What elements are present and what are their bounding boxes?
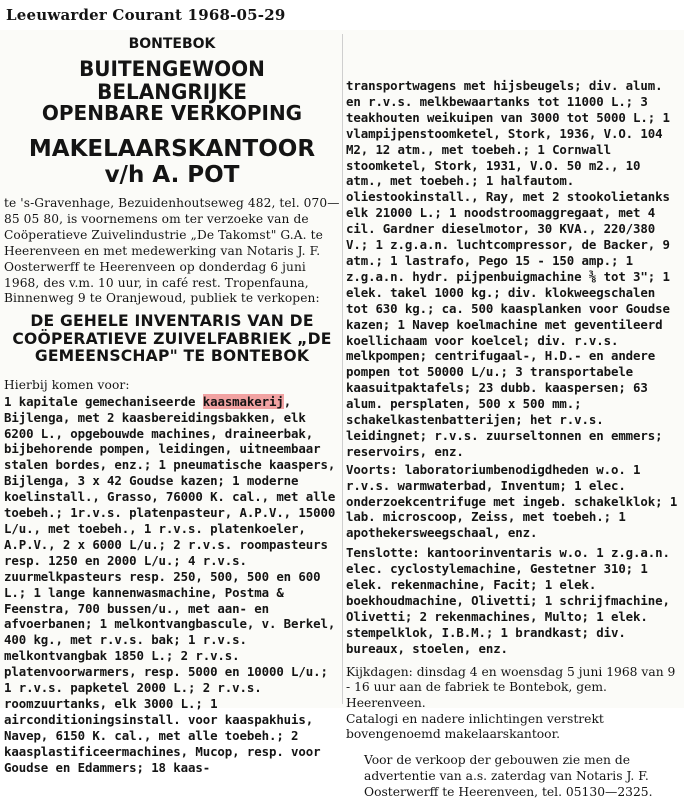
lab-paragraph: Voorts: laboratoriumbenodigdheden w.o. 1 r.v.s. warmwaterbad, Inventum; 1 elec. onderzoekcentrifuge met ingeb. schakelklok; 1 lab. microscoop, Zeiss, met toebeh.; 1 apothekersweegschaal, enz.: [346, 461, 678, 541]
intro-paragraph: te 's-Gravenhage, Bezuidenhoutseweg 482, tel. 070—85 05 80, is voornemens om ter verzoeke van de Coöperatieve Zuivelindustrie „De Takomst" G.A. te Heerenveen en met medewerking van Notaris J. F. Oosterwerff te Heerenveen op donderdag 6 juni 1968, des v.m. 10 uur, in café rest. Tropenfauna, Binnenweg 9 te Oranjewoud, publiek te verkopen:: [4, 196, 340, 306]
items-list: [4, 394, 340, 776]
place-caption: BONTEBOK: [128, 36, 216, 52]
column-divider: [342, 34, 343, 704]
headline-line-2: OPENBARE VERKOPING: [41, 101, 303, 125]
highlighted-term: kaasmakerij: [202, 393, 284, 409]
items-post: , Bijlenga, met 2 kaasbereidingsbakken, elk 6200 L., opgebouwde machines, draineerbak, bijbehorende pompen, leidingen, uitneembaar stalen bordes, enz.; 1 pneumatische kaaspers, Bijlenga, 3 x 42 Goudse kazen; 1 moderne koelinstall., Grasso, 76000 K. cal., met alle toebeh.; 1r.v.s. platenpasteur, A.P.V., 15000 L/u., met toebeh., 1 r.v.s. platenkoeler, A.P.V., 2 x 6000 L/u.; 2 r.v.s. roompasteurs resp. 1250 en 2000 L/u.; 4 r.v.s. zuurmelkpasteurs resp. 250, 500, 500 en 600 L.; 1 lange kannenwasmachine, Postma & Feenstra, 700 bussen/u., met aan- en afvoerbanen; 1 melkontvangbascule, v. Berkel, 400 kg., met r.v.s. bak; 1 r.v.s. melkontvangbak 1850 L.; 2 r.v.s. platenvoorwarmers, resp. 5000 en 10000 L/u.; 1 r.v.s. papketel 2000 L.; 2 r.v.s. roomzuurtanks, elk 3000 L.; 1 airconditioningsinstall. voor kaaspakhuis, Navep, 6150 K. cal., met alle toebeh.; 2 kaasplastificeermachines, Mucop, resp. voor Goudse en Edammers; 18 kaas-: [4, 393, 336, 775]
catalogue-info: Catalogi en nadere inlichtingen verstrekt bovengenoemd makelaarskantoor.: [346, 711, 604, 742]
inventory-title: DE GEHELE INVENTARIS VAN DE COÖPERATIEVE ZUIVELFABRIEK „DE GEMEENSCHAP" TE BONTEBOK: [12, 312, 332, 366]
left-column: [4, 34, 340, 776]
office-name: MAKELAARSKANTOOR: [28, 136, 316, 162]
buildings-note: Voor de verkoop der gebouwen zie men de advertentie van a.s. zaterdag van Notaris J. F. Oosterwerff te Heerenveen, tel. 05130—2325.: [364, 753, 653, 799]
viewing-days: Kijkdagen: dinsdag 4 en woensdag 5 juni 1968 van 9 - 16 uur aan de fabriek te Bontebok, gem. Heerenveen.: [346, 664, 676, 711]
items-pre: 1 kapitale gemechaniseerde: [4, 393, 196, 409]
office-subname: v/h A. POT: [104, 162, 240, 188]
right-column: [346, 78, 678, 800]
items-continued: transportwagens met hijsbeugels; div. alum. en r.v.s. melkbewaartanks tot 11000 L.; 3 teakhouten weikuipen van 3000 tot 5000 L.; 1 vlampijpenstoomketel, Stork, 1936, V.O. 104 M2, 12 atm., met toebeh.; 1 Cornwall stoomketel, Stork, 1931, V.O. 50 m2., 10 atm., met toebeh.; 1 halfautom. oliestookinstall., Ray, met 2 stookolietanks elk 21000 L.; 1 noodstroomaggregaat, met 4 cil. Gardner dieselmotor, 30 KVA., 220/380 V.; 1 z.g.a.n. luchtcompressor, de Backer, 9 atm.; 1 lastrafo, Pego 15 - 150 amp.; 1 z.g.a.n. hydr. pijpenbuigmachine ⅜ tot 3"; 1 elek. takel 1000 kg.; div. klokweegschalen tot 630 kg.; ca. 500 kaasplanken voor Goudse kazen; 1 Navep koelmachine met geventileerd koellichaam voor koelcel; div. r.v.s. melkpompen; centrifugaal-, H.D.- en andere pompen tot 50000 L/u.; 3 transportabele kaasuitpaktafels; 23 dubb. kaaspersen; 63 alum. persplaten, 500 x 500 mm.; schakelkastenbatterijen; het r.v.s. leidingnet; r.v.s. zuurseltonnen en emmers; reservoirs, enz.: [346, 78, 670, 459]
items-lead: Hierbij komen voor:: [4, 377, 130, 392]
office-paragraph: Tenslotte: kantoorinventaris w.o. 1 z.g.a.n. elec. cyclostylemachine, Gestetner 310; 1 elek. rekenmachine, Facit; 1 elek. boekhoudmachine, Olivetti; 1 schrijfmachine, Olivetti; 2 rekenmachines, Multo; 1 elek. stempelklok, I.B.M.; 1 brandkast; div. bureaux, stoelen, enz.: [346, 545, 670, 656]
newspaper-header: Leeuwarder Courant 1968-05-29: [6, 6, 286, 24]
headline-line-1: BUITENGEWOON BELANGRIJKE: [79, 55, 265, 105]
